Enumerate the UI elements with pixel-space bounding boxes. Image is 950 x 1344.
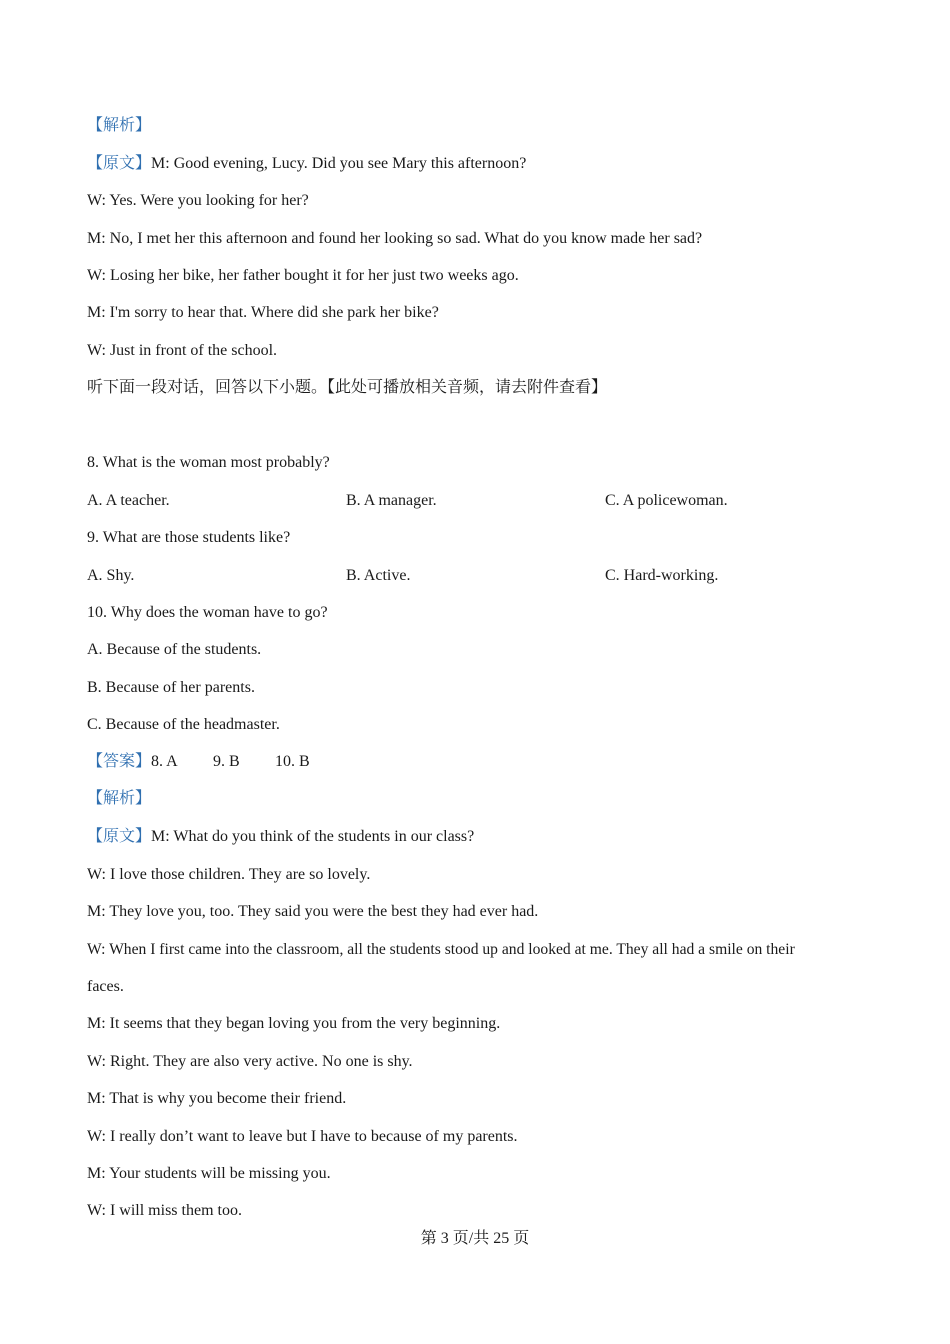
transcript-line: W: I love those children. They are so lovely. (87, 866, 371, 883)
transcript-line: W: Losing her bike, her father bought it for her just two weeks ago. (87, 267, 519, 284)
transcript-line: M: No, I met her this afternoon and found her looking so sad. What do you know made her sad? (87, 230, 703, 247)
transcript-line: faces. (87, 978, 124, 995)
option-8b: B. A manager. (346, 492, 437, 509)
question-10: 10. Why does the woman have to go? (87, 604, 328, 621)
transcript-line: M: That is why you become their friend. (87, 1090, 347, 1107)
transcript-line: M: They love you, too. They said you were the best they had ever had. (87, 903, 539, 920)
transcript-line: M: It seems that they began loving you from the very beginning. (87, 1015, 501, 1032)
transcript-line: W: I really don’t want to leave but I have to because of my parents. (87, 1128, 518, 1145)
page-number-footer: 第 3 页/共 25 页 (420, 1230, 530, 1247)
transcript-line: W: I will miss them too. (87, 1202, 242, 1219)
transcript-line: W: Yes. Were you looking for her? (87, 192, 309, 209)
answer-tag: 【答案】 (87, 753, 152, 770)
option-9c: C. Hard-working. (605, 567, 719, 584)
answer-item: 8. A (151, 753, 178, 770)
question-9: 9. What are those students like? (87, 529, 291, 546)
answer-line (87, 752, 310, 772)
transcript-text: M: Good evening, Lucy. Did you see Mary this afternoon? (151, 155, 527, 172)
transcript-line (87, 827, 474, 847)
analysis-heading: 【解析】 (87, 790, 152, 807)
transcript-line: W: When I first came into the classroom, all the students stood up and looked at me. They all had a smile on their (87, 941, 795, 958)
transcript-line: M: I'm sorry to hear that. Where did she park her bike? (87, 304, 439, 321)
transcript-line: M: Your students will be missing you. (87, 1165, 331, 1182)
transcript-tag: 【原文】 (87, 828, 152, 845)
analysis-heading: 【解析】 (87, 117, 152, 134)
option-9b: B. Active. (346, 567, 411, 584)
transcript-text: M: What do you think of the students in our class? (151, 828, 475, 845)
option-9a: A. Shy. (87, 567, 135, 584)
option-8a: A. A teacher. (87, 492, 170, 509)
option-8c: C. A policewoman. (605, 492, 728, 509)
transcript-line: W: Just in front of the school. (87, 342, 278, 359)
answer-item: 9. B (213, 753, 240, 770)
transcript-tag: 【原文】 (87, 155, 152, 172)
option-10a: A. Because of the students. (87, 641, 262, 658)
option-10b: B. Because of her parents. (87, 679, 255, 696)
question-8: 8. What is the woman most probably? (87, 454, 330, 471)
transcript-line: W: Right. They are also very active. No one is shy. (87, 1053, 413, 1070)
listening-instruction: 听下面一段对话，回答以下小题。【此处可播放相关音频，请去附件查看】 (87, 379, 608, 396)
answer-item: 10. B (275, 753, 310, 770)
option-10c: C. Because of the headmaster. (87, 716, 280, 733)
transcript-line (87, 154, 526, 174)
